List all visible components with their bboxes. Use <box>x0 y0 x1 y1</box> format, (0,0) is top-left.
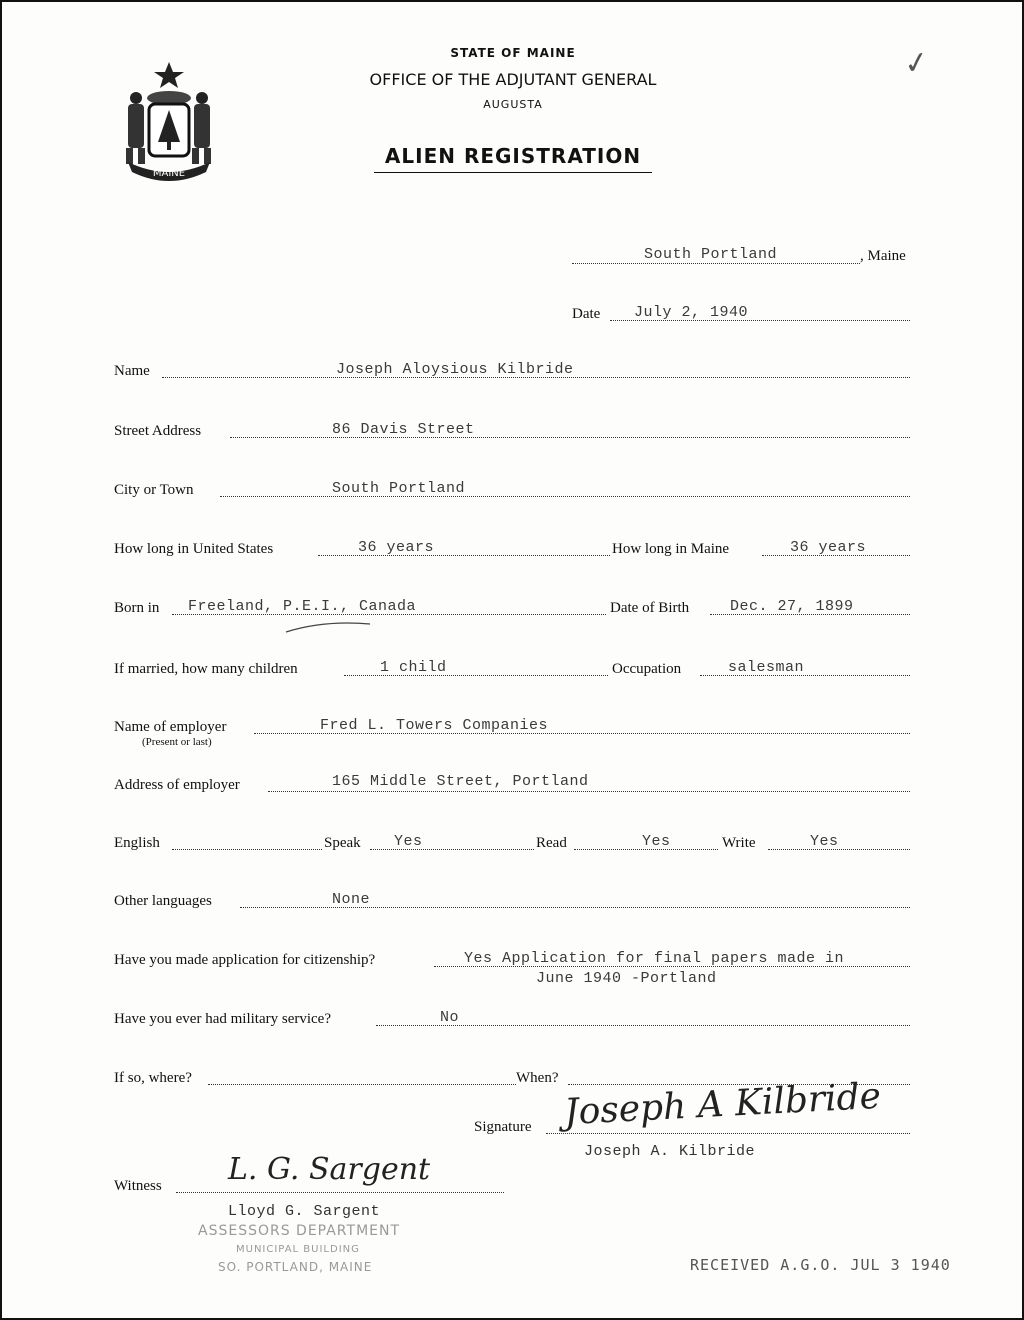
assessor-stamp-line2: MUNICIPAL BUILDING <box>236 1244 360 1255</box>
place-value: South Portland <box>644 246 778 263</box>
seal-text: MAINE <box>152 168 186 179</box>
other-languages-value: None <box>332 891 371 908</box>
date-label: Date <box>572 306 601 322</box>
maine-years-value: 36 years <box>790 539 867 556</box>
title-underline <box>374 172 652 173</box>
state-heading: STATE OF MAINE <box>450 46 576 60</box>
date-value: July 2, 1940 <box>634 304 749 321</box>
signature-handwritten: Joseph A Kilbride <box>563 1075 882 1134</box>
state-seal-icon <box>114 58 224 184</box>
read-label: Read <box>536 835 567 851</box>
citizenship-value-continued: June 1940 -Portland <box>536 970 717 987</box>
write-label: Write <box>722 835 756 851</box>
military-value: No <box>440 1009 460 1026</box>
employer-value: Fred L. Towers Companies <box>320 717 549 734</box>
city-label: City or Town <box>114 482 194 498</box>
maine-years-label: How long in Maine <box>612 541 730 557</box>
witness-handwritten: L. G. Sargent <box>228 1152 431 1187</box>
received-stamp: RECEIVED A.G.O. JUL 3 1940 <box>690 1256 951 1274</box>
witness-label: Witness <box>114 1178 162 1194</box>
signature-typed: Joseph A. Kilbride <box>584 1143 756 1160</box>
office-heading: OFFICE OF THE ADJUTANT GENERAL <box>369 70 657 89</box>
occupation-label: Occupation <box>612 661 682 677</box>
name-value: Joseph Aloysious Kilbride <box>336 361 574 378</box>
born-value: Freeland, P.E.I., Canada <box>188 598 417 615</box>
witness-typed: Lloyd G. Sargent <box>228 1203 381 1220</box>
signature-label: Signature <box>474 1119 532 1135</box>
check-mark: ✓ <box>901 44 932 83</box>
street-label: Street Address <box>114 423 202 439</box>
employer-address-value: 165 Middle Street, Portland <box>332 773 589 790</box>
citizenship-label: Have you made application for citizenship? <box>114 952 376 968</box>
english-label: English <box>114 835 160 851</box>
children-label: If married, how many children <box>114 661 298 677</box>
occupation-value: salesman <box>728 659 805 676</box>
children-value: 1 child <box>380 659 447 676</box>
us-years-label: How long in United States <box>114 541 274 557</box>
assessor-stamp-line1: ASSESSORS DEPARTMENT <box>198 1223 401 1239</box>
speak-value: Yes <box>394 833 423 850</box>
military-label: Have you ever had military service? <box>114 1011 331 1027</box>
assessor-stamp-line3: SO. PORTLAND, MAINE <box>218 1260 373 1274</box>
city-value: South Portland <box>332 480 466 497</box>
born-label: Born in <box>114 600 160 616</box>
employer-label: Name of employer <box>114 719 227 735</box>
citizenship-value: Yes Application for final papers made in <box>464 950 845 967</box>
read-value: Yes <box>642 833 671 850</box>
write-value: Yes <box>810 833 839 850</box>
other-languages-label: Other languages <box>114 893 212 909</box>
place-suffix: , Maine <box>860 248 906 264</box>
city-heading: AUGUSTA <box>483 98 543 111</box>
where-label: If so, where? <box>114 1070 192 1086</box>
form-title: ALIEN REGISTRATION <box>384 144 642 168</box>
pen-underline-mark <box>284 618 374 636</box>
dob-label: Date of Birth <box>610 600 690 616</box>
speak-label: Speak <box>324 835 361 851</box>
street-value: 86 Davis Street <box>332 421 475 438</box>
name-label: Name <box>114 363 150 379</box>
us-years-value: 36 years <box>358 539 435 556</box>
employer-address-label: Address of employer <box>114 777 240 793</box>
employer-sublabel: (Present or last) <box>142 736 212 748</box>
dob-value: Dec. 27, 1899 <box>730 598 854 615</box>
when-label: When? <box>516 1070 559 1086</box>
